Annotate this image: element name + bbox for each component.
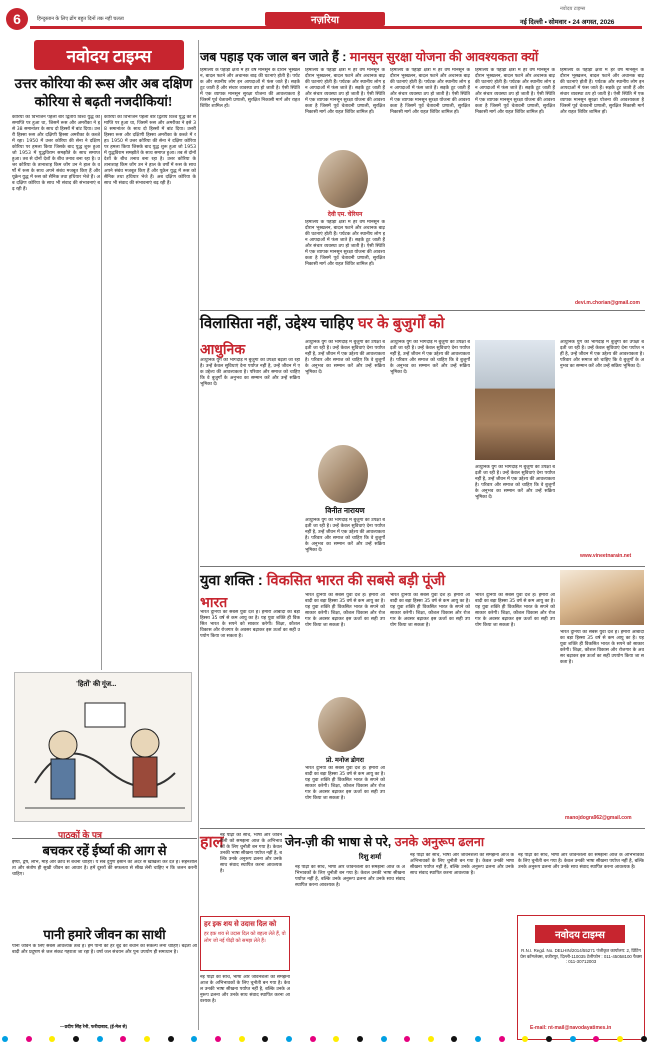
article2-body-col3: आधुनिक युग की भागदौड़ में बुजुर्गों की उपेक्षा बढ़ती जा रही है। उन्हें केवल सुविधाएं देना पर्याप्त नहीं है, उन्हें जीवन में एक उद्देश्य की आवश्यकता है। परिवार और समाज को चाहिए कि वे बुजुर्गों के अनुभव का सम्मान करें और उन्हें सक्रिय भूमिका दें। bbox=[390, 340, 470, 375]
article3-headline-red: विकसित भारत की सबसे बड़ी पूंजी bbox=[266, 573, 446, 589]
article4-body-col1b: नई पीढ़ी की सोच, भाषा और जीवनशैली को समझना आज के अभिभावकों के लिए चुनौती बन गया है। केवल उनकी भाषा सीखना पर्याप्त नहीं है, बल्कि उनके अनुरूप ढलना और उनके साथ संवाद स्थापित करना आवश्यक है। bbox=[200, 975, 290, 1004]
registration-dot bbox=[239, 1036, 245, 1042]
article3-body-col3: भारत दुनिया का सबसे युवा देश है। हमारी आबादी का बड़ा हिस्सा 35 वर्ष से कम आयु का है। यह युवा शक्ति ही विकसित भारत के सपने को साकार करेगी। शिक्षा, कौशल विकास और रोजगार के अवसर बढ़ाकर इस ऊर्जा का सही उपयोग किया जा सकता है। bbox=[390, 593, 470, 628]
registration-dot bbox=[641, 1036, 647, 1042]
registration-dot bbox=[215, 1036, 221, 1042]
article3-kicker: भारत bbox=[200, 596, 228, 611]
article4-author: रिशु शर्मा bbox=[358, 854, 382, 861]
article4-headline bbox=[285, 833, 645, 850]
column-rule bbox=[198, 40, 199, 1030]
letter2-body: पानी जीवन के लिए सबसे आवश्यक तत्व है। हमें पानी की हर बूंद को बचाने का संकल्प लेना चाहिए। बढ़ती आबादी और प्रदूषण से जल संकट गहराता जा रहा है। वर्षा जल संचयन और पुनः उपयोग ही समाधान है। bbox=[12, 944, 197, 955]
registration-dot bbox=[593, 1036, 599, 1042]
article1-body-col5: हिमालय के पहाड़ी क्षेत्रों में हर वर्ष मानसून के दौरान भूस्खलन, बादल फटने और अचानक बाढ़ की घटनाएं होती हैं। पर्यटक और स्थानीय लोग इन आपदाओं में फंस जाते हैं। सड़कें टूट जाती हैं और संचार व्यवस्था ठप हो जाती है। ऐसी स्थिति में एक व्यापक मानसून सुरक्षा योजना की आवश्यकता है जिसमें पूर्व चेतावनी प्रणाली, सुरक्षित निकासी मार्ग और राहत शिविर शामिल हों। bbox=[560, 68, 644, 115]
article4-kicker: हाल bbox=[200, 834, 224, 851]
registration-marks bbox=[0, 1036, 649, 1043]
author-photo bbox=[318, 697, 366, 752]
editorial-body-col2: कोरिया का विभाजन पहली बार द्वितीय विश्व युद्ध की समाप्ति पर हुआ था, जिसमें रूस और अमरीका ने इसे 38 समानांतर के साथ दो हिस्सों में बांट दिया। उत्तरी हिस्सा रूस और दक्षिणी हिस्सा अमरीका के कब्जे में रहा। 1950 में उत्तर कोरिया की सेना ने दक्षिण कोरिया पर हमला किया जिसके बाद युद्ध शुरू हुआ जो 1953 में युद्धविराम समझौते के साथ समाप्त हुआ। तब से दोनों देशों के बीच तनाव बना रहा है। उत्तर कोरिया के तानाशाह किम जोंग उन ने हाल के वर्षों में रूस के साथ अपने संबंध मजबूत किए हैं और यूक्रेन युद्ध में रूस को सैनिक तथा हथियार भेजे हैं। अब दक्षिण कोरिया के साथ भी संवाद की संभावनाएं बढ़ रही हैं। bbox=[104, 115, 196, 186]
registration-dot bbox=[475, 1036, 481, 1042]
article3-email: manojdogra962@gmail.com bbox=[565, 815, 632, 821]
registration-dot bbox=[451, 1036, 457, 1042]
article2-author: विनीत नारायण bbox=[325, 506, 365, 515]
article2-body-col2: आधुनिक युग की भागदौड़ में बुजुर्गों की उपेक्षा बढ़ती जा रही है। उन्हें केवल सुविधाएं देना पर्याप्त नहीं है, उन्हें जीवन में एक उद्देश्य की आवश्यकता है। परिवार और समाज को चाहिए कि वे बुजुर्गों के अनुभव का सम्मान करें और उन्हें सक्रिय भूमिका दें। bbox=[305, 340, 385, 375]
article1-body-col2b: हिमालय के पहाड़ी क्षेत्रों में हर वर्ष मानसून के दौरान भूस्खलन, बादल फटने और अचानक बाढ़ की घटनाएं होती हैं। पर्यटक और स्थानीय लोग इन आपदाओं में फंस जाते हैं। सड़कें टूट जाती हैं और संचार व्यवस्था ठप हो जाती है। ऐसी स्थिति में एक व्यापक मानसून सुरक्षा योजना की आवश्यकता है जिसमें पूर्व चेतावनी प्रणाली, सुरक्षित निकासी मार्ग और राहत शिविर शामिल हों। bbox=[305, 220, 385, 267]
registration-dot bbox=[97, 1036, 103, 1042]
registration-dot bbox=[499, 1036, 505, 1042]
letter1-headline: बचकर रहें ईर्ष्या की आग से bbox=[42, 843, 167, 858]
article3-body-col2b: भारत दुनिया का सबसे युवा देश है। हमारी आबादी का बड़ा हिस्सा 35 वर्ष से कम आयु का है। यह युवा शक्ति ही विकसित भारत के सपने को साकार करेगी। शिक्षा, कौशल विकास और रोजगार के अवसर बढ़ाकर इस ऊर्जा का सही उपयोग किया जा सकता है। bbox=[305, 766, 385, 801]
article3-body-col4: भारत दुनिया का सबसे युवा देश है। हमारी आबादी का बड़ा हिस्सा 35 वर्ष से कम आयु का है। यह युवा शक्ति ही विकसित भारत के सपने को साकार करेगी। शिक्षा, कौशल विकास और रोजगार के अवसर बढ़ाकर इस ऊर्जा का सही उपयोग किया जा सकता है। bbox=[475, 593, 555, 628]
article4-headline-black: जेन-ज़ी की भाषा से परे, bbox=[285, 835, 392, 849]
newspaper-logo: नवोदय टाइम्स bbox=[34, 40, 184, 70]
registration-dot bbox=[144, 1036, 150, 1042]
author-photo bbox=[318, 150, 368, 208]
cartoon bbox=[14, 672, 192, 822]
divider bbox=[200, 828, 645, 829]
article4-headline-red: उनके अनुरूप ढलना bbox=[394, 835, 485, 849]
masthead-note: हिन्दुस्तान के लिए ढोंग बहुत दिनों तक नहीं चलता bbox=[37, 16, 124, 22]
registration-dot bbox=[357, 1036, 363, 1042]
letter2-signature: —प्रदीप सिंह रेनी, फरीदाबाद, (ई-मेल से) bbox=[60, 1024, 128, 1029]
article1-headline-red: मानसून सुरक्षा योजना की आवश्यकता क्यों bbox=[349, 50, 539, 64]
cartoon-drawing bbox=[15, 673, 192, 822]
article1-body-col4: हिमालय के पहाड़ी क्षेत्रों में हर वर्ष मानसून के दौरान भूस्खलन, बादल फटने और अचानक बाढ़ की घटनाएं होती हैं। पर्यटक और स्थानीय लोग इन आपदाओं में फंस जाते हैं। सड़कें टूट जाती हैं और संचार व्यवस्था ठप हो जाती है। ऐसी स्थिति में एक व्यापक मानसून सुरक्षा योजना की आवश्यकता है जिसमें पूर्व चेतावनी प्रणाली, सुरक्षित निकासी मार्ग और राहत शिविर शामिल हों। bbox=[475, 68, 555, 115]
article2-body-col1: आधुनिक युग की भागदौड़ में बुजुर्गों की उपेक्षा बढ़ती जा रही है। उन्हें केवल सुविधाएं देना पर्याप्त नहीं है, उन्हें जीवन में एक उद्देश्य की आवश्यकता है। परिवार और समाज को चाहिए कि वे बुजुर्गों के अनुभव का सम्मान करें और उन्हें सक्रिय भूमिका दें। bbox=[200, 358, 300, 387]
article2-body-col2b: आधुनिक युग की भागदौड़ में बुजुर्गों की उपेक्षा बढ़ती जा रही है। उन्हें केवल सुविधाएं देना पर्याप्त नहीं है, उन्हें जीवन में एक उद्देश्य की आवश्यकता है। परिवार और समाज को चाहिए कि वे बुजुर्गों के अनुभव का सम्मान करें और उन्हें सक्रिय भूमिका दें। bbox=[305, 518, 385, 553]
letters-panel-title: पाठकों के पत्र bbox=[58, 830, 102, 840]
article1-author: देवी एम. चेरियन bbox=[327, 212, 363, 218]
registration-dot bbox=[49, 1036, 55, 1042]
article1-body-col3: हिमालय के पहाड़ी क्षेत्रों में हर वर्ष मानसून के दौरान भूस्खलन, बादल फटने और अचानक बाढ़ की घटनाएं होती हैं। पर्यटक और स्थानीय लोग इन आपदाओं में फंस जाते हैं। सड़कें टूट जाती हैं और संचार व्यवस्था ठप हो जाती है। ऐसी स्थिति में एक व्यापक मानसून सुरक्षा योजना की आवश्यकता है जिसमें पूर्व चेतावनी प्रणाली, सुरक्षित निकासी मार्ग और राहत शिविर शामिल हों। bbox=[390, 68, 470, 115]
article4-pullquote bbox=[200, 916, 290, 971]
registration-dot bbox=[120, 1036, 126, 1042]
article3-author: प्रो. मनोज डोगरा bbox=[326, 757, 364, 764]
registration-dot bbox=[2, 1036, 8, 1042]
article2-website: www.vineetnarain.net bbox=[580, 553, 632, 559]
registration-dot bbox=[262, 1036, 268, 1042]
article4-body-col2: नई पीढ़ी की सोच, भाषा और जीवनशैली को समझना आज के अभिभावकों के लिए चुनौती बन गया है। केवल उनकी भाषा सीखना पर्याप्त नहीं है, बल्कि उनके अनुरूप ढलना और उनके साथ संवाद स्थापित करना आवश्यक है। bbox=[295, 865, 405, 888]
masthead-rule bbox=[30, 26, 642, 29]
article4-body-col3: नई पीढ़ी की सोच, भाषा और जीवनशैली को समझना आज के अभिभावकों के लिए चुनौती बन गया है। केवल उनकी भाषा सीखना पर्याप्त नहीं है, बल्कि उनके अनुरूप ढलना और उनके साथ संवाद स्थापित करना आवश्यक है। bbox=[410, 853, 514, 876]
column-rule bbox=[101, 115, 102, 670]
masthead bbox=[0, 0, 649, 34]
article3-body-col1: भारत दुनिया का सबसे युवा देश है। हमारी आबादी का बड़ा हिस्सा 35 वर्ष से कम आयु का है। यह युवा शक्ति ही विकसित भारत के सपने को साकार करेगी। शिक्षा, कौशल विकास और रोजगार के अवसर बढ़ाकर इस ऊर्जा का सही उपयोग किया जा सकता है। bbox=[200, 610, 300, 639]
author-photo bbox=[318, 445, 368, 503]
registration-dot bbox=[73, 1036, 79, 1042]
article2-headline bbox=[200, 313, 645, 333]
registration-dot bbox=[191, 1036, 197, 1042]
article1-headline bbox=[200, 48, 646, 65]
registration-dot bbox=[26, 1036, 32, 1042]
cartoon-title: 'हितों' की गूंज... bbox=[76, 680, 117, 688]
article3-body-col2: भारत दुनिया का सबसे युवा देश है। हमारी आबादी का बड़ा हिस्सा 35 वर्ष से कम आयु का है। यह युवा शक्ति ही विकसित भारत के सपने को साकार करेगी। शिक्षा, कौशल विकास और रोजगार के अवसर बढ़ाकर इस ऊर्जा का सही उपयोग किया जा सकता है। bbox=[305, 593, 385, 628]
article3-headline bbox=[200, 570, 560, 590]
article3-headline-black: युवा शक्ति : bbox=[200, 573, 263, 589]
registration-dot bbox=[404, 1036, 410, 1042]
registration-dot bbox=[428, 1036, 434, 1042]
divider bbox=[200, 566, 645, 567]
article2-kicker: आधुनिक bbox=[200, 343, 246, 358]
library-image bbox=[475, 340, 555, 460]
article1-headline-black: जब पहाड़ एक जाल बन जाते हैं : bbox=[200, 50, 347, 64]
imprint-logo: नवोदय टाइम्स bbox=[535, 925, 625, 943]
editorial-body-col1: कोरिया का विभाजन पहली बार द्वितीय विश्व युद्ध की समाप्ति पर हुआ था, जिसमें रूस और अमरीका ने इसे 38 समानांतर के साथ दो हिस्सों में बांट दिया। उत्तरी हिस्सा रूस और दक्षिणी हिस्सा अमरीका के कब्जे में रहा। 1950 में उत्तर कोरिया की सेना ने दक्षिण कोरिया पर हमला किया जिसके बाद युद्ध शुरू हुआ जो 1953 में युद्धविराम समझौते के साथ समाप्त हुआ। तब से दोनों देशों के बीच तनाव बना रहा है। उत्तर कोरिया के तानाशाह किम जोंग उन ने हाल के वर्षों में रूस के साथ अपने संबंध मजबूत किए हैं और यूक्रेन युद्ध में रूस को सैनिक तथा हथियार भेजे हैं। अब दक्षिण कोरिया के साथ भी संवाद की संभावनाएं बढ़ रही हैं। bbox=[12, 115, 100, 192]
house-image bbox=[560, 570, 644, 625]
article1-email: devi.m.chorian@gmail.com bbox=[575, 300, 640, 306]
imprint-text: R.N.I. Regd. No. DELHIN/2014/55271 पंजीकृत कार्यालय: 2, प्रिंटिंग प्रेस कॉम्प्लेक्स, वजीरपुर, दिल्ली-110035 टेलीफोन : 011-45058100 फैक्स : 011-30712003 bbox=[520, 948, 642, 965]
registration-dot bbox=[522, 1036, 528, 1042]
registration-dot bbox=[570, 1036, 576, 1042]
imprint-email: E-mail: nt-mail@navodayatimes.in bbox=[530, 1025, 612, 1031]
article3-body-col5: भारत दुनिया का सबसे युवा देश है। हमारी आबादी का बड़ा हिस्सा 35 वर्ष से कम आयु का है। यह युवा शक्ति ही विकसित भारत के सपने को साकार करेगी। शिक्षा, कौशल विकास और रोजगार के अवसर बढ़ाकर इस ऊर्जा का सही उपयोग किया जा सकता है। bbox=[560, 630, 644, 665]
registration-dot bbox=[286, 1036, 292, 1042]
dateline: नई दिल्ली • सोमवार • 24 अगस्त, 2026 bbox=[520, 19, 615, 26]
article2-body-col5: आधुनिक युग की भागदौड़ में बुजुर्गों की उपेक्षा बढ़ती जा रही है। उन्हें केवल सुविधाएं देना पर्याप्त नहीं है, उन्हें जीवन में एक उद्देश्य की आवश्यकता है। परिवार और समाज को चाहिए कि वे बुजुर्गों के अनुभव का सम्मान करें और उन्हें सक्रिय भूमिका दें। bbox=[560, 340, 644, 369]
letter1-body: ईर्ष्या, द्वेष, लोभ, मोह और क्रोध से बचना चाहिए। ये सब दुर्गुण इंसान को अंदर से खोखला कर देते हैं। सहनशीलता और संतोष ही सुखी जीवन का आधार है। हमें दूसरों की सफलता से सीख लेनी चाहिए न कि जलन करनी चाहिए। bbox=[12, 860, 197, 877]
pullquote-title: हर इक शय से उदास दिल को bbox=[204, 921, 277, 928]
registration-dot bbox=[381, 1036, 387, 1042]
pullquote-text: हर इक शय से उदास दिल को बहला लेते हैं, वो लोग जो नई पीढ़ी को समझ लेते हैं। bbox=[204, 931, 286, 944]
article1-body-col2: हिमालय के पहाड़ी क्षेत्रों में हर वर्ष मानसून के दौरान भूस्खलन, बादल फटने और अचानक बाढ़ की घटनाएं होती हैं। पर्यटक और स्थानीय लोग इन आपदाओं में फंस जाते हैं। सड़कें टूट जाती हैं और संचार व्यवस्था ठप हो जाती है। ऐसी स्थिति में एक व्यापक मानसून सुरक्षा योजना की आवश्यकता है जिसमें पूर्व चेतावनी प्रणाली, सुरक्षित निकासी मार्ग और राहत शिविर शामिल हों। bbox=[305, 68, 385, 115]
article2-body-col4: आधुनिक युग की भागदौड़ में बुजुर्गों की उपेक्षा बढ़ती जा रही है। उन्हें केवल सुविधाएं देना पर्याप्त नहीं है, उन्हें जीवन में एक उद्देश्य की आवश्यकता है। परिवार और समाज को चाहिए कि वे बुजुर्गों के अनुभव का सम्मान करें और उन्हें सक्रिय भूमिका दें। bbox=[475, 465, 555, 500]
registration-dot bbox=[310, 1036, 316, 1042]
registration-dot bbox=[333, 1036, 339, 1042]
article4-body-col1: नई पीढ़ी की सोच, भाषा और जीवनशैली को समझना आज के अभिभावकों के लिए चुनौती बन गया है। केवल उनकी भाषा सीखना पर्याप्त नहीं है, बल्कि उनके अनुरूप ढलना और उनके साथ संवाद स्थापित करना आवश्यक है। bbox=[220, 833, 282, 874]
article2-headline-black: विलासिता नहीं, उद्देश्य चाहिए bbox=[200, 315, 354, 332]
registration-dot bbox=[617, 1036, 623, 1042]
brand-small: नवोदय टाइम्स bbox=[560, 6, 586, 12]
divider bbox=[12, 838, 197, 839]
article4-body-col4: नई पीढ़ी की सोच, भाषा और जीवनशैली को समझना आज के अभिभावकों के लिए चुनौती बन गया है। केवल उनकी भाषा सीखना पर्याप्त नहीं है, बल्कि उनके अनुरूप ढलना और उनके साथ संवाद स्थापित करना आवश्यक है। bbox=[518, 853, 644, 870]
registration-dot bbox=[546, 1036, 552, 1042]
page-number: 6 bbox=[6, 8, 28, 30]
divider bbox=[200, 310, 645, 311]
editorial-headline: उत्तर कोरिया की रूस और अब दक्षिण कोरिया से बढ़ती नजदीकियां! bbox=[14, 76, 193, 109]
article1-body-col1: हिमालय के पहाड़ी क्षेत्रों में हर वर्ष मानसून के दौरान भूस्खलन, बादल फटने और अचानक बाढ़ की घटनाएं होती हैं। पर्यटक और स्थानीय लोग इन आपदाओं में फंस जाते हैं। सड़कें टूट जाती हैं और संचार व्यवस्था ठप हो जाती है। ऐसी स्थिति में एक व्यापक मानसून सुरक्षा योजना की आवश्यकता है जिसमें पूर्व चेतावनी प्रणाली, सुरक्षित निकासी मार्ग और राहत शिविर शामिल हों। bbox=[200, 68, 300, 109]
article2-headline-red: घर के बुजुर्गों को bbox=[357, 315, 445, 332]
section-label: नज़रिया bbox=[265, 12, 385, 26]
letter2-headline: पानी हमारे जीवन का साथी bbox=[43, 927, 166, 942]
registration-dot bbox=[168, 1036, 174, 1042]
